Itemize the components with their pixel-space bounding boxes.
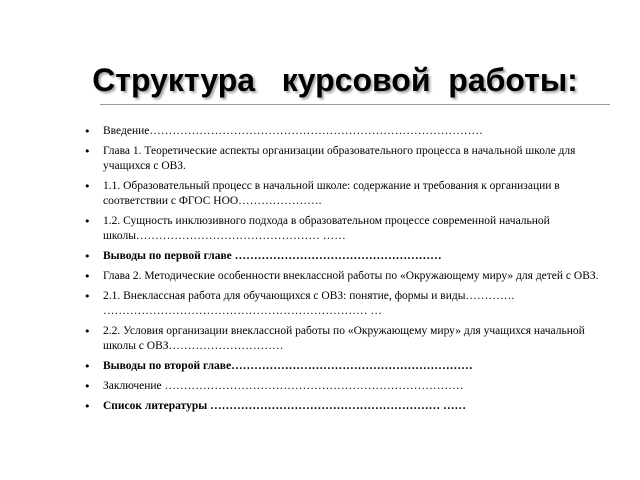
- list-item: [84, 289, 604, 319]
- list-item: [84, 379, 604, 394]
- bullet-dot-icon: •: [84, 145, 91, 158]
- bullet-dot-icon: •: [84, 380, 91, 393]
- list-item: [84, 399, 604, 414]
- bullet-dot-icon: •: [84, 215, 91, 228]
- list-item-text: Заключение ……………………………………………………………………: [103, 380, 464, 392]
- list-item: [84, 324, 604, 354]
- list-item: [84, 359, 604, 374]
- list-item-text: Глава 1. Теоретические аспекты организации образовательного процесса в начальной школе для учащихся с ОВЗ.: [103, 145, 576, 172]
- bullet-dot-icon: •: [84, 250, 91, 263]
- list-item: [84, 124, 604, 139]
- bullet-dot-icon: •: [84, 325, 91, 338]
- list-item-text: 1.1. Образовательный процесс в начальной школе: содержание и требования к организации в соответствии с ФГОС НОО………………….: [103, 180, 560, 207]
- list-item-text: Введение……………………………………………………………………………: [103, 125, 483, 137]
- contents-list: [84, 124, 604, 419]
- list-item: [84, 179, 604, 209]
- bullet-dot-icon: •: [84, 400, 91, 413]
- bullet-dot-icon: •: [84, 290, 91, 303]
- slide-title: Структура курсовой работы:: [92, 62, 578, 98]
- title-divider: [100, 104, 610, 105]
- list-item-text: Выводы по второй главе………………………………………………………: [103, 360, 473, 372]
- list-item: [84, 214, 604, 244]
- bullet-dot-icon: •: [84, 270, 91, 283]
- list-item-text: 2.1. Внеклассная работа для обучающихся с ОВЗ: понятие, формы и виды…………. …………………………………………………………… …: [103, 290, 515, 317]
- list-item-text: Выводы по первой главе ………………………………………………: [103, 250, 442, 262]
- list-item-text: 2.2. Условия организации внеклассной работы по «Окружающему миру» для учащихся начальной школы с ОВЗ…………………………: [103, 325, 585, 352]
- bullet-dot-icon: •: [84, 180, 91, 193]
- list-item: [84, 144, 604, 174]
- list-item: [84, 249, 604, 264]
- list-item-text: Глава 2. Методические особенности внеклассной работы по «Окружающему миру» для детей с ОВЗ.: [103, 270, 599, 282]
- list-item-text: 1.2. Сущность инклюзивного подхода в образовательном процессе современной начальной школы………………………………………… ……: [103, 215, 550, 242]
- bullet-dot-icon: •: [84, 360, 91, 373]
- list-item-text: Список литературы …………………………………………………… ……: [103, 400, 466, 412]
- list-item: [84, 269, 604, 284]
- bullet-dot-icon: •: [84, 125, 91, 138]
